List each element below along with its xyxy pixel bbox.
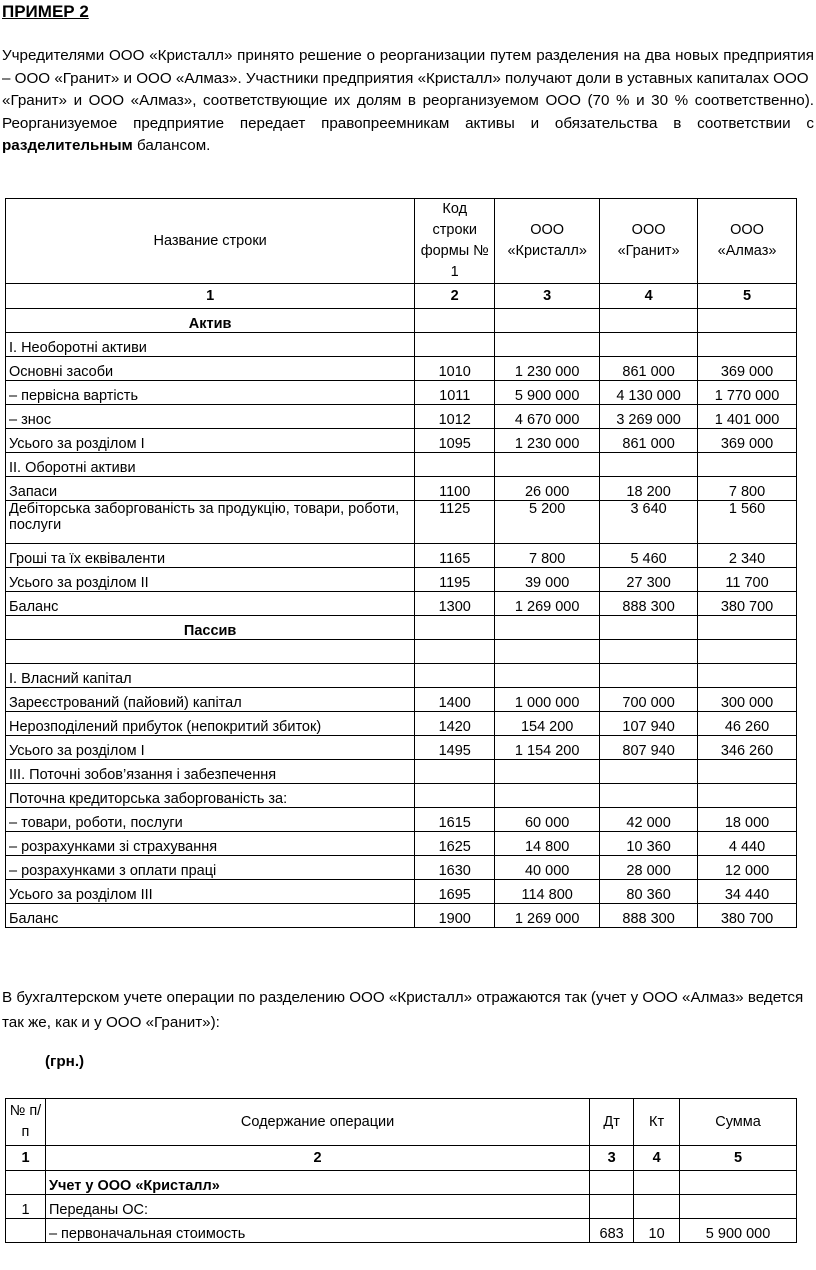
intro-line-2: «Гранит» и ООО «Алмаз», соответствующие их долям в реорганизуемом ООО (70 % и 30 % соответственно). Реорганизуемое предприятие передает правопреемникам активы и обязательства в соответствии с (2, 92, 814, 132)
value-almaz (698, 453, 797, 477)
balance-row (6, 880, 797, 904)
balance-row (6, 405, 797, 429)
row-code: 1615 (415, 808, 495, 832)
col-header-debit: Дт (590, 1099, 634, 1146)
op-sum: 5 900 000 (680, 1219, 797, 1243)
balance-row (6, 333, 797, 357)
row-code: 1495 (415, 736, 495, 760)
balance-row (6, 477, 797, 501)
value-crystal (495, 664, 600, 688)
row-code: 1630 (415, 856, 495, 880)
value-granit: 861 000 (600, 429, 698, 453)
balance-row (6, 592, 797, 616)
col-header-content: Содержание операции (45, 1099, 589, 1146)
value-crystal: 39 000 (495, 568, 600, 592)
value-crystal: 26 000 (495, 477, 600, 501)
value-almaz: 346 260 (698, 736, 797, 760)
row-name: – розрахунками з оплати праці (6, 856, 415, 880)
value-granit: 861 000 (600, 357, 698, 381)
operations-section-row (6, 1171, 797, 1195)
spacer-row (6, 640, 797, 664)
op-credit (634, 1195, 680, 1219)
row-name: Нерозподілений прибуток (непокритий збиток) (6, 712, 415, 736)
liability-section-row (6, 616, 797, 640)
value-almaz: 46 260 (698, 712, 797, 736)
value-crystal: 1 154 200 (495, 736, 600, 760)
row-code: 1095 (415, 429, 495, 453)
value-granit (600, 453, 698, 477)
balance-row (6, 904, 797, 928)
row-name: III. Поточні зобов’язання і забезпечення (6, 760, 415, 784)
balance-index-row (6, 284, 797, 309)
row-code: 1900 (415, 904, 495, 928)
col-header-granit: ООО «Гранит» (600, 199, 698, 284)
balance-row (6, 664, 797, 688)
liability-rows (6, 664, 797, 928)
value-almaz: 380 700 (698, 592, 797, 616)
index-cell: 4 (634, 1146, 680, 1171)
value-granit: 807 940 (600, 736, 698, 760)
row-code: 1195 (415, 568, 495, 592)
operation-row (6, 1195, 797, 1219)
row-name: Зареєстрований (пайовий) капітал (6, 688, 415, 712)
value-almaz: 369 000 (698, 429, 797, 453)
value-granit (600, 664, 698, 688)
intro-bold-term: разделительным (2, 137, 133, 154)
value-granit (600, 784, 698, 808)
value-granit: 18 200 (600, 477, 698, 501)
value-granit: 10 360 (600, 832, 698, 856)
value-crystal: 4 670 000 (495, 405, 600, 429)
row-code: 1400 (415, 688, 495, 712)
balance-row (6, 688, 797, 712)
row-name: I. Необоротні активи (6, 333, 415, 357)
value-almaz: 1 560 (698, 501, 797, 544)
value-crystal: 5 900 000 (495, 381, 600, 405)
row-code: 1300 (415, 592, 495, 616)
row-code: 1420 (415, 712, 495, 736)
row-name: Запаси (6, 477, 415, 501)
row-name: – первісна вартість (6, 381, 415, 405)
row-code: 1011 (415, 381, 495, 405)
value-almaz: 300 000 (698, 688, 797, 712)
value-granit: 27 300 (600, 568, 698, 592)
balance-row (6, 736, 797, 760)
value-granit: 3 640 (600, 501, 698, 544)
value-granit: 888 300 (600, 904, 698, 928)
operations-table (5, 1098, 797, 1243)
balance-row (6, 357, 797, 381)
value-granit: 700 000 (600, 688, 698, 712)
value-almaz: 7 800 (698, 477, 797, 501)
value-crystal: 114 800 (495, 880, 600, 904)
intro-line-1: Учредителями ООО «Кристалл» принято решение о реорганизации путем разделения на два новых предприятия – ООО «Гранит» и ООО «Алмаз». Участники предприятия «Кристалл» получают доли в уставных капиталах ООО (2, 47, 814, 87)
value-crystal (495, 453, 600, 477)
operation-row (6, 1219, 797, 1243)
balance-row (6, 568, 797, 592)
col-header-crystal: ООО «Кристалл» (495, 199, 600, 284)
row-name: Гроші та їх еквіваленти (6, 544, 415, 568)
value-crystal: 14 800 (495, 832, 600, 856)
op-sum (680, 1195, 797, 1219)
col-header-code: Код строки формы № 1 (415, 199, 495, 284)
row-name: – розрахунками зі страхування (6, 832, 415, 856)
value-granit (600, 333, 698, 357)
row-name: Основні засоби (6, 357, 415, 381)
row-code: 1165 (415, 544, 495, 568)
value-crystal: 1 269 000 (495, 592, 600, 616)
balance-row (6, 712, 797, 736)
value-granit: 107 940 (600, 712, 698, 736)
value-granit: 888 300 (600, 592, 698, 616)
index-cell: 5 (680, 1146, 797, 1171)
section-title: Учет у ООО «Кристалл» (45, 1171, 589, 1195)
row-code: 1125 (415, 501, 495, 544)
value-crystal: 1 230 000 (495, 429, 600, 453)
index-cell: 3 (495, 284, 600, 309)
row-name: Поточна кредиторська заборгованість за: (6, 784, 415, 808)
operations-header-row (6, 1099, 797, 1146)
page-title: ПРИМЕР 2 (2, 2, 89, 21)
balance-row (6, 832, 797, 856)
value-almaz (698, 664, 797, 688)
row-name: – знос (6, 405, 415, 429)
balance-row (6, 453, 797, 477)
col-header-name: Название строки (6, 199, 415, 284)
row-name: Дебіторська заборгованість за продукцію, товари, роботи, послуги (6, 501, 415, 544)
row-code: 1625 (415, 832, 495, 856)
intro-paragraph (2, 45, 814, 158)
row-name: Усього за розділом II (6, 568, 415, 592)
balance-row (6, 760, 797, 784)
row-name: Баланс (6, 592, 415, 616)
value-crystal: 1 269 000 (495, 904, 600, 928)
op-content: Переданы ОС: (45, 1195, 589, 1219)
liability-title: Пассив (6, 616, 415, 640)
col-header-almaz: ООО «Алмаз» (698, 199, 797, 284)
intro-line-2-end: балансом. (132, 137, 211, 154)
row-code: 1100 (415, 477, 495, 501)
balance-row (6, 784, 797, 808)
value-almaz: 12 000 (698, 856, 797, 880)
value-granit: 28 000 (600, 856, 698, 880)
asset-title: Актив (6, 309, 415, 333)
value-crystal: 5 200 (495, 501, 600, 544)
operations-index-row (6, 1146, 797, 1171)
value-almaz: 4 440 (698, 832, 797, 856)
balance-row (6, 381, 797, 405)
value-granit: 3 269 000 (600, 405, 698, 429)
value-crystal: 1 230 000 (495, 357, 600, 381)
balance-row (6, 856, 797, 880)
index-cell: 1 (6, 284, 415, 309)
operations-rows (6, 1195, 797, 1243)
op-debit (590, 1195, 634, 1219)
index-cell: 3 (590, 1146, 634, 1171)
row-code: 1695 (415, 880, 495, 904)
value-almaz (698, 784, 797, 808)
value-crystal: 154 200 (495, 712, 600, 736)
value-granit (600, 760, 698, 784)
index-cell: 1 (6, 1146, 46, 1171)
value-almaz (698, 760, 797, 784)
value-crystal: 60 000 (495, 808, 600, 832)
value-crystal (495, 784, 600, 808)
row-code (415, 784, 495, 808)
row-name: – товари, роботи, послуги (6, 808, 415, 832)
col-header-sum: Сумма (680, 1099, 797, 1146)
balance-row (6, 501, 797, 544)
value-crystal: 7 800 (495, 544, 600, 568)
value-almaz: 369 000 (698, 357, 797, 381)
value-crystal (495, 760, 600, 784)
index-cell: 5 (698, 284, 797, 309)
op-number: 1 (6, 1195, 46, 1219)
value-almaz (698, 333, 797, 357)
op-credit: 10 (634, 1219, 680, 1243)
value-crystal (495, 333, 600, 357)
value-granit: 80 360 (600, 880, 698, 904)
op-debit: 683 (590, 1219, 634, 1243)
row-code (415, 453, 495, 477)
row-name: Усього за розділом I (6, 736, 415, 760)
row-code: 1010 (415, 357, 495, 381)
value-granit: 4 130 000 (600, 381, 698, 405)
asset-rows (6, 333, 797, 616)
value-granit: 5 460 (600, 544, 698, 568)
balance-table (5, 198, 797, 928)
col-header-number: № п/п (6, 1099, 46, 1146)
value-crystal: 1 000 000 (495, 688, 600, 712)
row-name: Усього за розділом III (6, 880, 415, 904)
balance-row (6, 429, 797, 453)
value-granit: 42 000 (600, 808, 698, 832)
value-almaz: 380 700 (698, 904, 797, 928)
value-almaz: 1 770 000 (698, 381, 797, 405)
value-almaz: 18 000 (698, 808, 797, 832)
index-cell: 4 (600, 284, 698, 309)
op-content: – первоначальная стоимость (45, 1219, 589, 1243)
operations-intro: В бухгалтерском учете операции по разделению ООО «Кристалл» отражаются так (учет у ООО «Алмаз» ведется так же, как и у ООО «Гранит»): (2, 989, 804, 1031)
value-almaz: 1 401 000 (698, 405, 797, 429)
row-code (415, 664, 495, 688)
balance-row (6, 808, 797, 832)
row-name: II. Оборотні активи (6, 453, 415, 477)
value-crystal: 40 000 (495, 856, 600, 880)
col-header-credit: Кт (634, 1099, 680, 1146)
value-almaz: 11 700 (698, 568, 797, 592)
balance-header-row (6, 199, 797, 284)
value-almaz: 34 440 (698, 880, 797, 904)
currency-unit: (грн.) (45, 1053, 85, 1070)
asset-section-row (6, 309, 797, 333)
row-name: Баланс (6, 904, 415, 928)
row-name: I. Власний капітал (6, 664, 415, 688)
row-code (415, 333, 495, 357)
index-cell: 2 (45, 1146, 589, 1171)
op-number (6, 1219, 46, 1243)
value-almaz: 2 340 (698, 544, 797, 568)
row-code: 1012 (415, 405, 495, 429)
row-code (415, 760, 495, 784)
row-name: Усього за розділом I (6, 429, 415, 453)
balance-row (6, 544, 797, 568)
index-cell: 2 (415, 284, 495, 309)
